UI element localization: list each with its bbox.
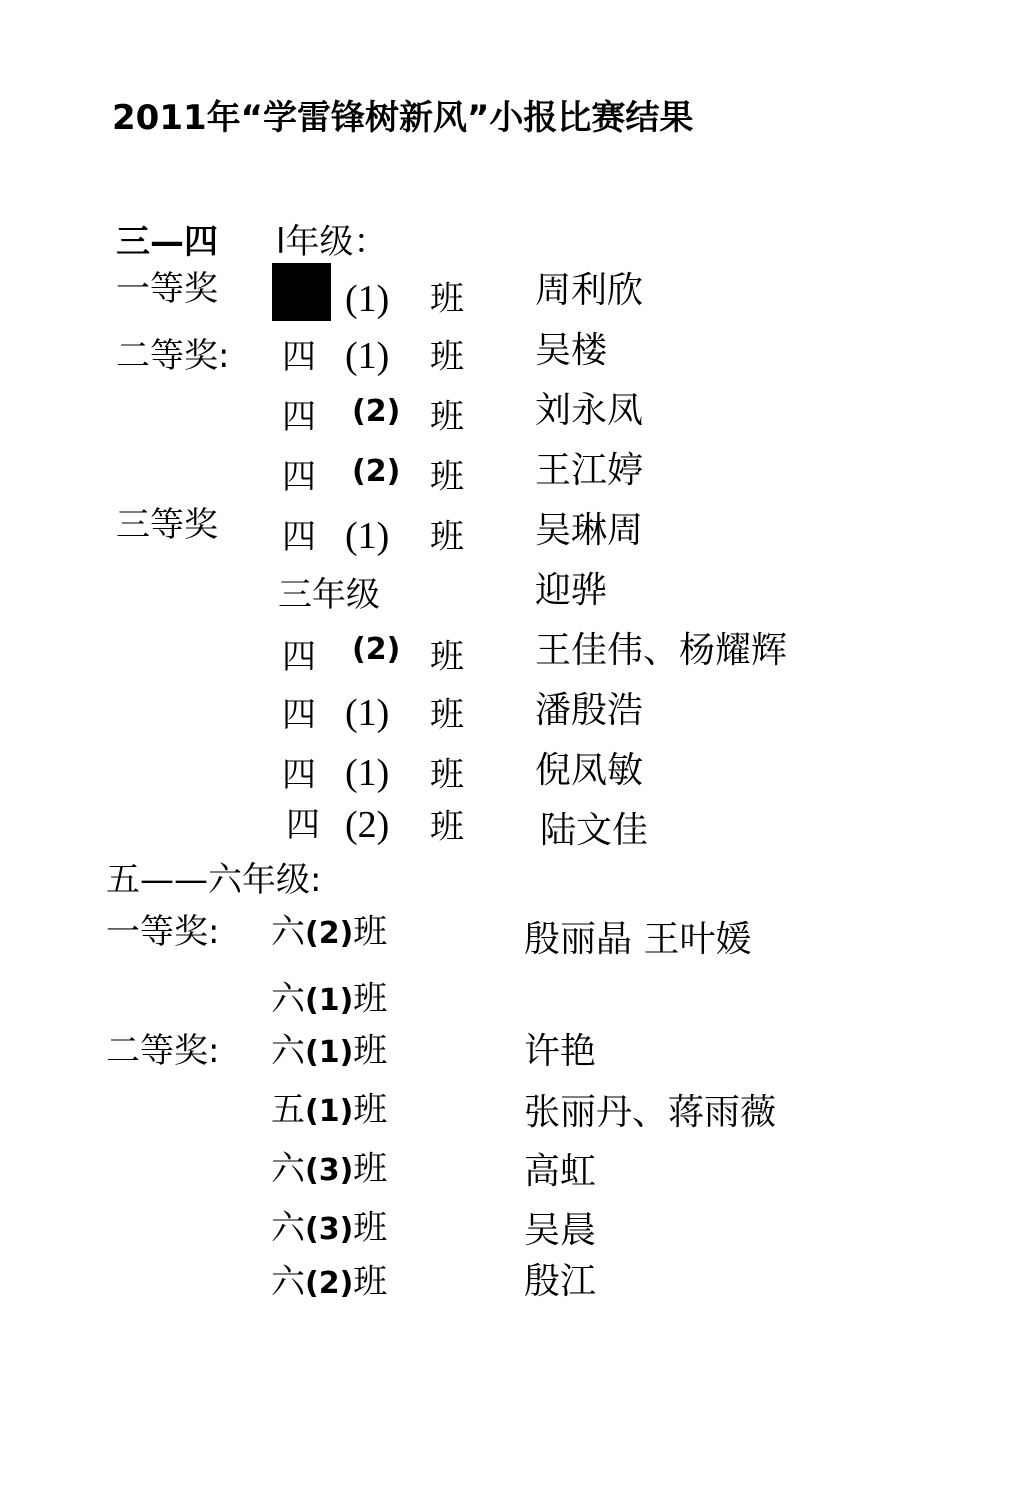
winner-name: 殷丽晶 王叶媛 [524,919,752,960]
prize-label-second: 二等奖: [106,1031,220,1071]
class-number: (3) [305,1212,354,1247]
class-suffix: 班 [430,279,464,319]
section1-heading-range: 三—四 [116,222,218,262]
section2-heading: 五——六年级: [106,860,322,900]
class-number: (2) [305,1266,354,1301]
winner-name: 吴琳周 [535,510,644,551]
grade-label: 六 [271,1262,305,1302]
redaction-box [272,263,331,321]
class-suffix: 班 [430,337,464,377]
winner-name: 吴楼 [535,330,608,371]
class-number: (1) [345,692,390,734]
class-entry [271,1262,388,1302]
winner-name: 迎骅 [535,570,608,611]
grade-label: 四 [282,337,316,377]
winner-name: 倪凤敏 [535,750,644,791]
class-number: (2) [305,916,354,951]
winner-name: 张丽丹、蒋雨薇 [524,1092,777,1133]
class-suffix: 班 [353,1208,388,1248]
grade-label: 四 [286,805,320,845]
grade-label: 六 [271,979,305,1019]
grade-label: 四 [282,457,316,497]
class-number: (1) [305,983,354,1018]
grade-label: 四 [282,397,316,437]
class-suffix: 班 [430,807,464,847]
prize-label-first: 一等奖: [106,912,220,952]
class-suffix: 班 [353,1031,388,1071]
winner-name: 陆文佳 [540,810,649,851]
class-suffix: 班 [430,517,464,557]
class-number: (3) [305,1153,354,1188]
class-number: (2) [352,394,401,429]
class-number: (1) [305,1094,354,1129]
class-suffix: 班 [430,457,464,497]
grade-label: 四 [282,695,316,735]
winner-name: 高虹 [524,1151,597,1192]
winner-name: 王佳伟、杨耀辉 [535,630,788,671]
class-suffix: 班 [430,637,464,677]
class-suffix: 班 [353,1149,388,1189]
grade-label: 四 [282,637,316,677]
winner-name: 潘殷浩 [535,690,644,731]
class-entry [271,912,388,952]
class-suffix: 班 [353,912,388,952]
class-number: (2) [352,632,401,667]
winner-name: 刘永凤 [535,390,644,431]
winner-name: 周利欣 [535,270,644,311]
class-suffix: 班 [353,1090,388,1130]
winner-name: 许艳 [524,1031,597,1072]
class-number: (1) [305,1035,354,1070]
class-number: (1) [345,515,390,557]
class-suffix: 班 [353,1262,388,1302]
grade-label: 四 [282,517,316,557]
class-entry [271,1031,388,1071]
class-suffix: 班 [430,755,464,795]
class-number: (2) [345,804,390,846]
class-number: (1) [345,335,390,377]
class-number: (1) [345,278,390,320]
prize-label-second: 二等奖: [116,336,230,376]
class-suffix: 班 [430,397,464,437]
page-title: 2011年“学雷锋树新风”小报比赛结果 [112,98,694,138]
winner-name: 殷江 [524,1261,597,1302]
winner-name: 吴晨 [524,1210,597,1251]
winner-name: 王江婷 [535,450,644,491]
prize-label-first: 一等奖 [116,269,218,309]
class-entry [271,1149,388,1189]
class-entry [271,1090,388,1130]
section1-heading-grade: l年级： [276,222,388,262]
grade-label: 六 [271,1031,305,1071]
grade-label: 六 [271,912,305,952]
class-entry [271,1208,388,1248]
grade-label: 四 [282,755,316,795]
class-suffix: 班 [353,979,388,1019]
class-number: (2) [352,454,401,489]
grade-label: 三年级 [278,575,380,615]
prize-label-third: 三等奖 [116,505,218,545]
class-entry [271,979,388,1019]
grade-label: 六 [271,1149,305,1189]
class-number: (1) [345,752,390,794]
grade-label: 六 [271,1208,305,1248]
grade-label: 五 [271,1090,305,1130]
class-suffix: 班 [430,695,464,735]
